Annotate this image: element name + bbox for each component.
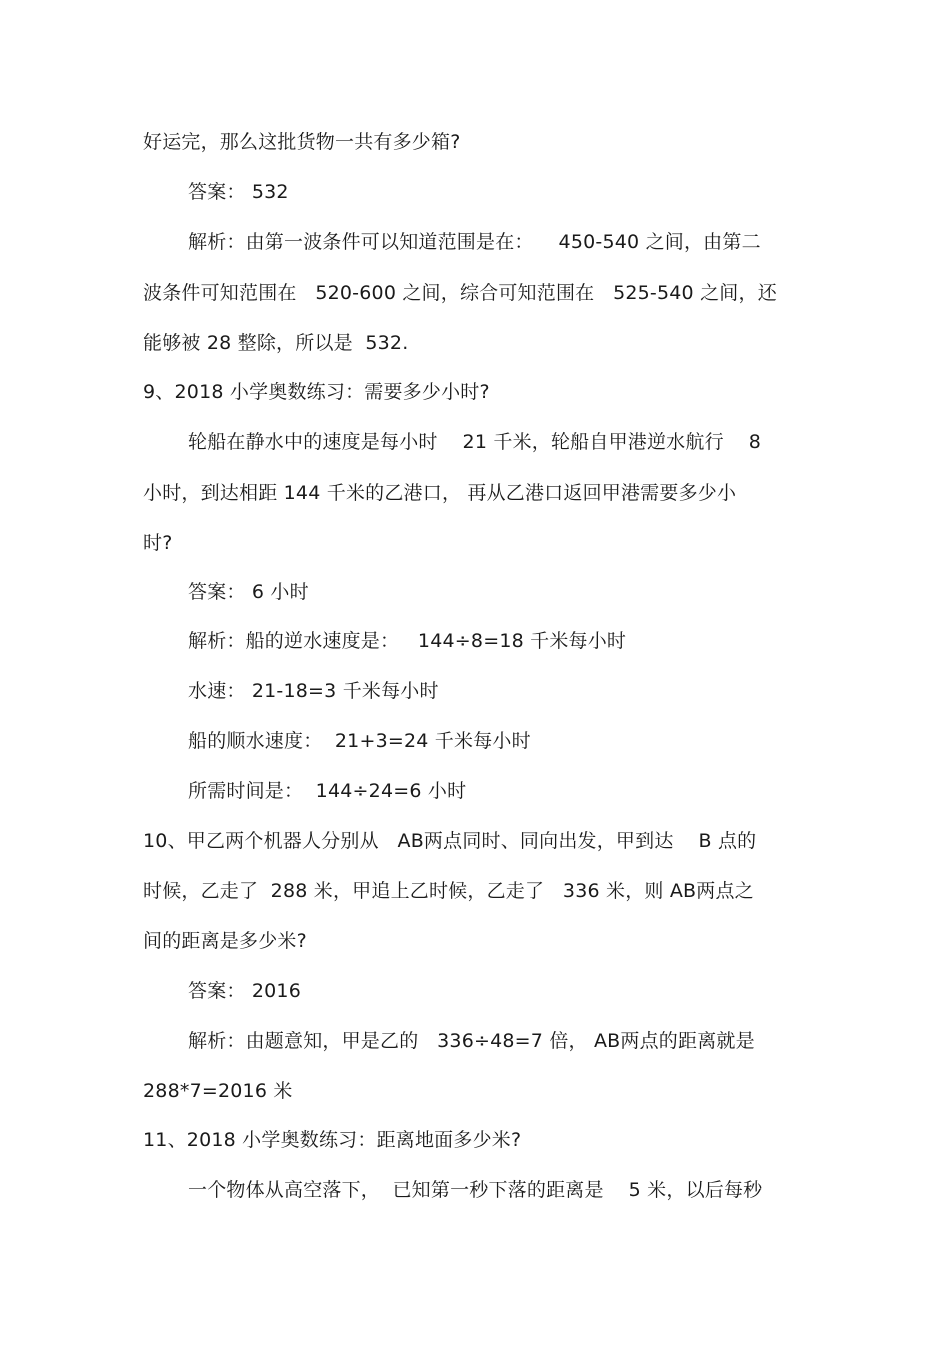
question-heading: 11、2018 小学奥数练习：距离地面多少米? — [143, 1129, 522, 1151]
answer-line: 答案： 2016 — [188, 980, 301, 1002]
text-line: 所需时间是： 144÷24=6 小时 — [188, 780, 467, 802]
text-line: 间的距离是多少米? — [143, 930, 307, 952]
question-heading: 10、甲乙两个机器人分别从 AB两点同时、同向出发，甲到达 B 点的 — [143, 830, 757, 852]
text-line: 小时，到达相距 144 千米的乙港口， 再从乙港口返回甲港需要多少小 — [143, 482, 737, 504]
text-line: 时候，乙走了 288 米，甲追上乙时候，乙走了 336 米，则 AB两点之 — [143, 880, 754, 902]
text-line: 能够被 28 整除，所以是 532. — [143, 332, 409, 354]
text-line: 时? — [143, 532, 173, 554]
question-text: 一个物体从高空落下， 已知第一秒下落的距离是 5 米，以后每秒 — [188, 1179, 763, 1201]
text-line: 好运完，那么这批货物一共有多少箱? — [143, 131, 461, 153]
text-line: 船的顺水速度： 21+3=24 千米每小时 — [188, 730, 531, 752]
analysis-line: 解析：由第一波条件可以知道范围是在： 450-540 之间，由第二 — [188, 231, 761, 253]
text-line: 水速： 21-18=3 千米每小时 — [188, 680, 439, 702]
text-line: 288*7=2016 米 — [143, 1080, 293, 1102]
question-heading: 9、2018 小学奥数练习：需要多少小时? — [143, 381, 490, 403]
text-line: 波条件可知范围在 520-600 之间，综合可知范围在 525-540 之间，还 — [143, 282, 777, 304]
analysis-line: 解析：船的逆水速度是： 144÷8=18 千米每小时 — [188, 630, 627, 652]
analysis-line: 解析：由题意知，甲是乙的 336÷48=7 倍， AB两点的距离就是 — [188, 1030, 755, 1052]
answer-line: 答案： 532 — [188, 181, 289, 203]
answer-line: 答案： 6 小时 — [188, 581, 309, 603]
question-text: 轮船在静水中的速度是每小时 21 千米，轮船自甲港逆水航行 8 — [188, 431, 762, 453]
